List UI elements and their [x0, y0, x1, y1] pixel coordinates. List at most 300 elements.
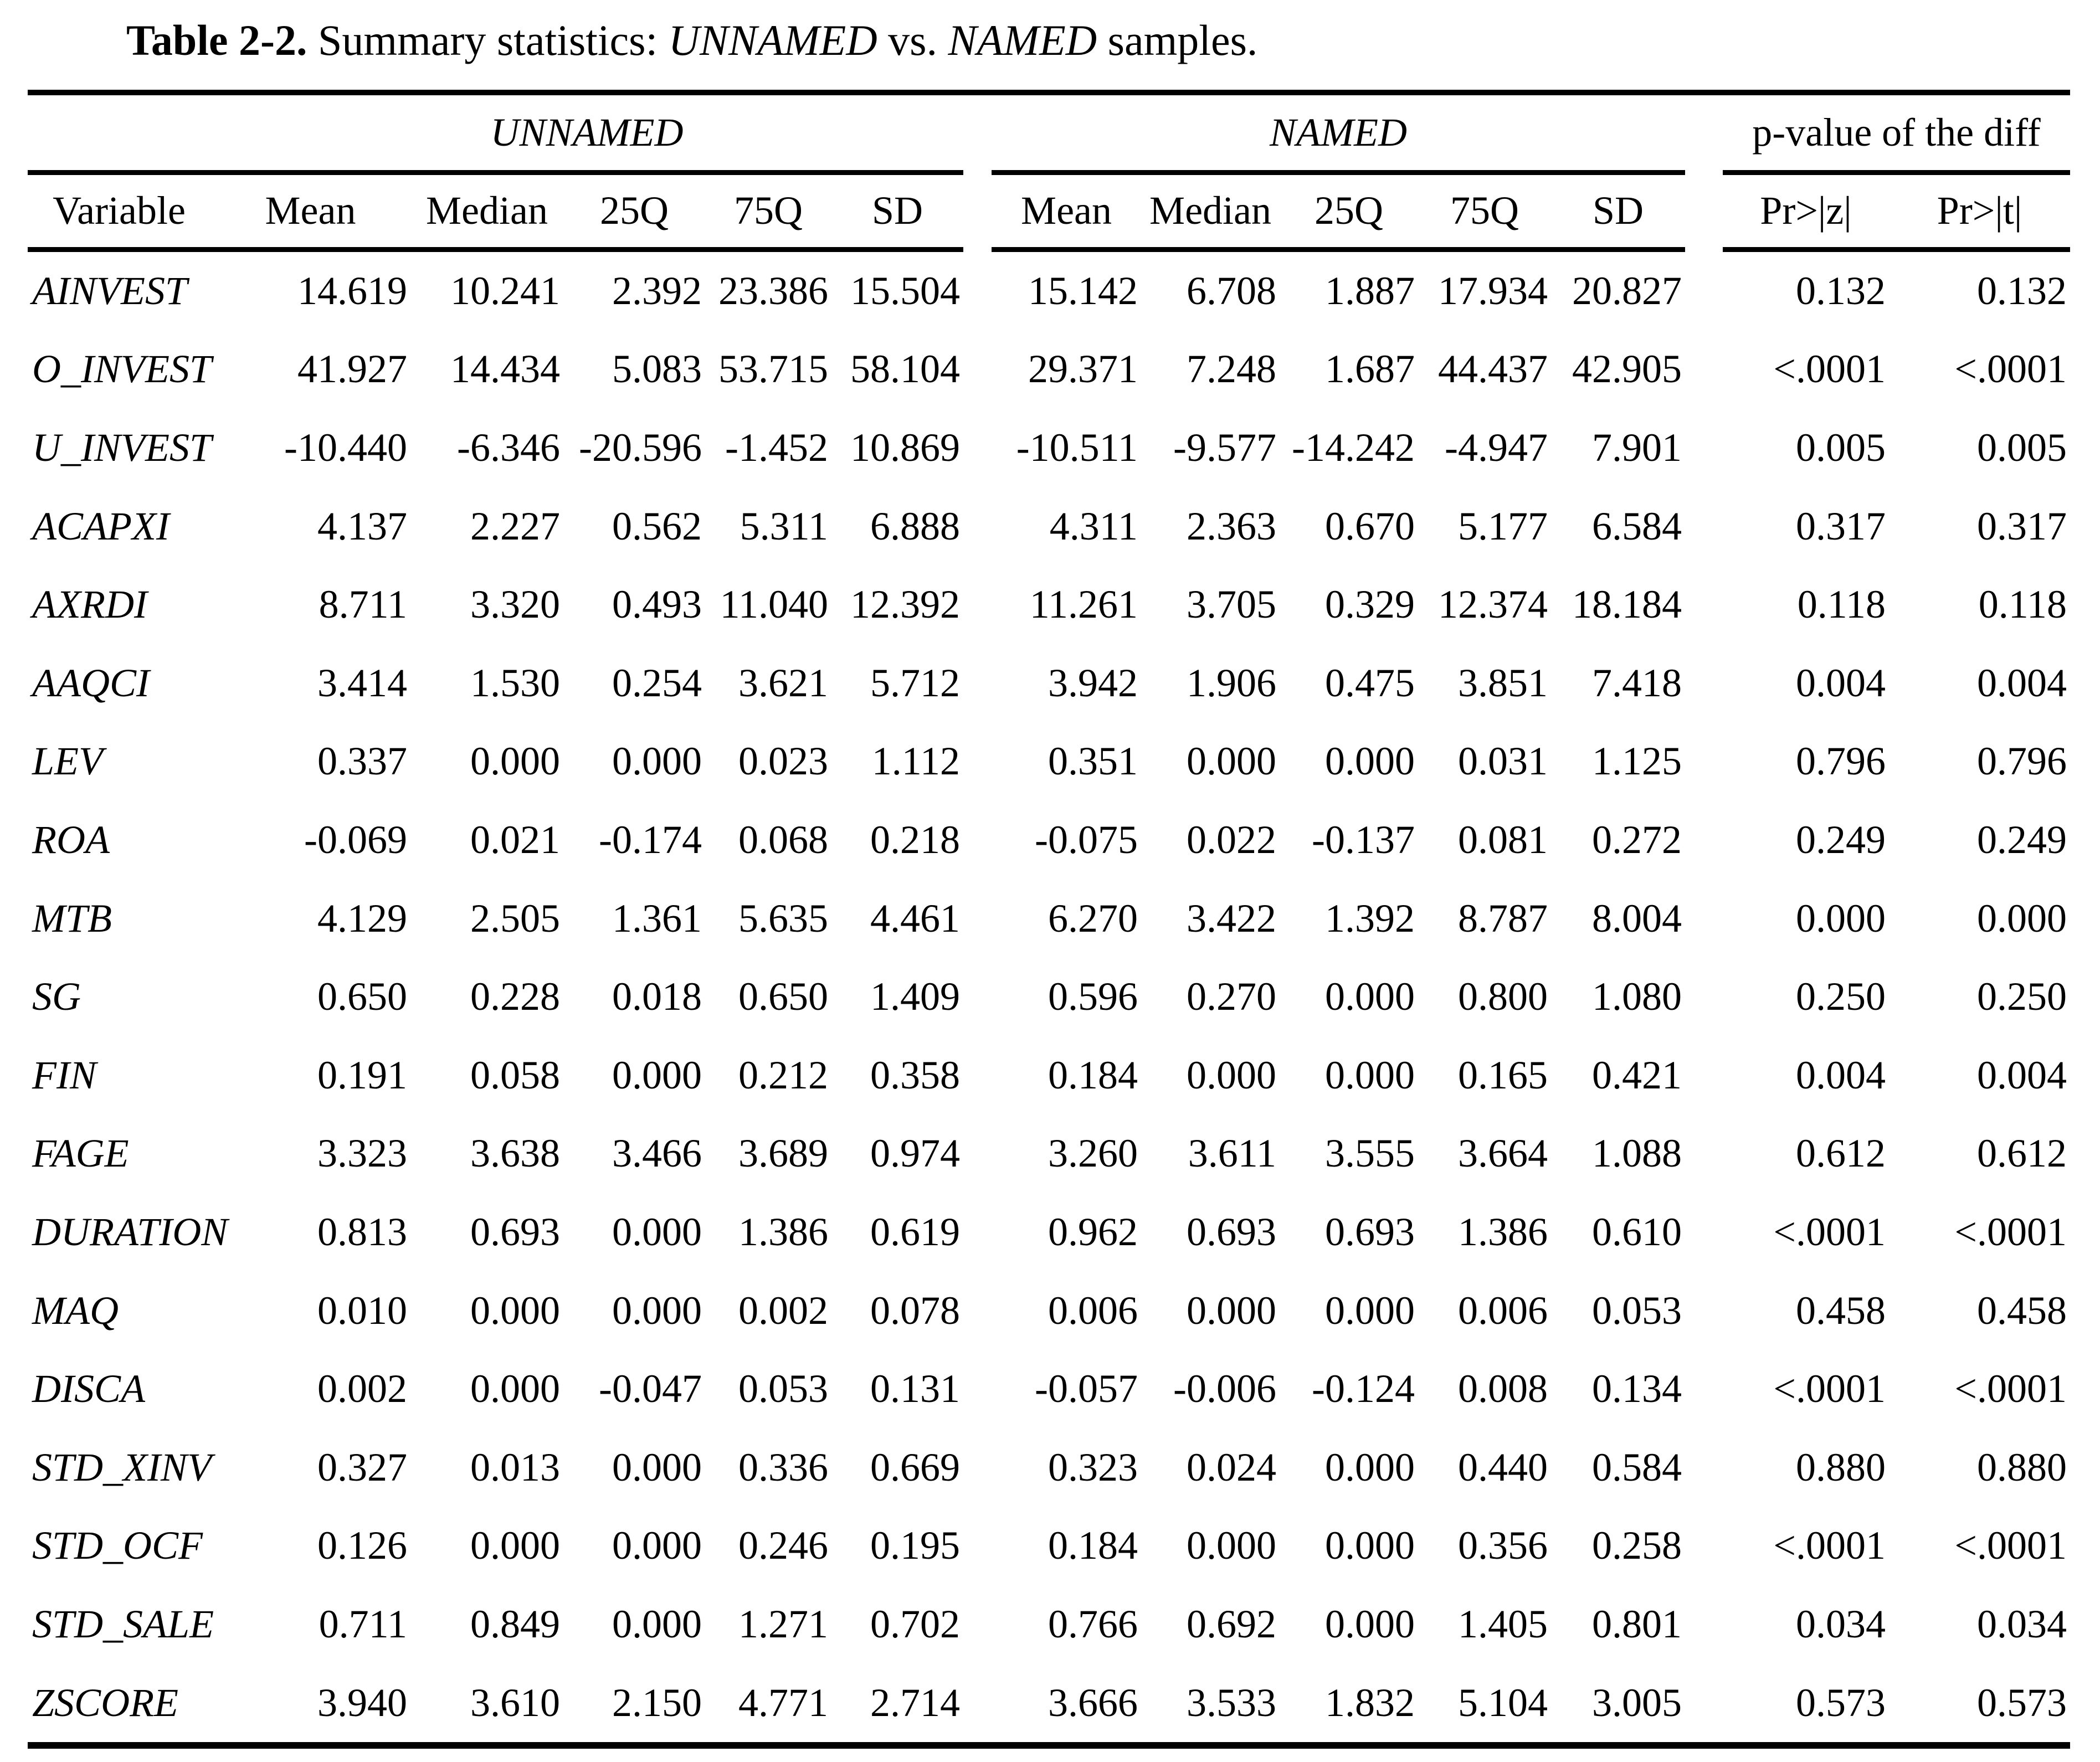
pvalue-cell: <.0001 — [1954, 1367, 2067, 1411]
named-value-cell: 0.184 — [1048, 1052, 1138, 1097]
table-body — [28, 249, 2070, 1745]
named-value-cell: 3.705 — [1187, 582, 1277, 627]
pvalue-cell: 0.796 — [1796, 739, 1886, 784]
gap-cell — [1685, 249, 1723, 330]
named-value-cell: -0.124 — [1312, 1367, 1415, 1411]
variable-cell: AAQCI — [32, 660, 150, 705]
pvalue-cell: 0.034 — [1977, 1601, 2067, 1646]
group-header-row — [28, 93, 2070, 173]
named-value-cell: 0.323 — [1048, 1445, 1138, 1489]
named-value-cell: 4.311 — [1049, 504, 1138, 548]
pvalue-cell: 0.317 — [1977, 504, 2067, 548]
unnamed-value-cell: 2.227 — [470, 504, 560, 548]
col-header-variable: Variable — [28, 172, 210, 249]
named-value-cell: 0.475 — [1325, 660, 1415, 705]
named-value-cell: 7.248 — [1187, 347, 1277, 392]
unnamed-value-cell: 3.323 — [317, 1131, 407, 1176]
unnamed-value-cell: 3.940 — [210, 1663, 410, 1745]
unnamed-value-cell: 10.241 — [450, 268, 560, 313]
named-value-cell: 0.596 — [1048, 974, 1138, 1019]
named-value-cell: 0.356 — [1458, 1523, 1548, 1568]
unnamed-value-cell: 0.000 — [612, 1601, 702, 1646]
named-value-cell: 0.670 — [1325, 504, 1415, 548]
variable-cell: ZSCORE — [28, 1663, 210, 1745]
variable-cell: ACAPXI — [32, 504, 170, 548]
unnamed-value-cell: 1.409 — [870, 974, 961, 1019]
unnamed-value-cell: 0.000 — [612, 739, 702, 784]
named-value-cell: 0.962 — [1048, 1210, 1138, 1255]
unnamed-value-cell: 15.504 — [850, 268, 961, 313]
pvalue-cell: <.0001 — [1773, 1210, 1886, 1255]
unnamed-value-cell: -6.346 — [457, 425, 560, 470]
named-value-cell: 17.934 — [1438, 268, 1548, 313]
table-row — [28, 958, 2070, 1036]
named-value-cell: -4.947 — [1445, 425, 1548, 470]
unnamed-value-cell: -20.596 — [579, 425, 702, 470]
named-value-cell: 0.800 — [1458, 974, 1548, 1019]
gap-cell — [1685, 879, 1723, 958]
gap-cell — [963, 1585, 992, 1664]
group-header-named: NAMED — [992, 93, 1685, 173]
unnamed-value-cell: -0.174 — [599, 818, 702, 862]
table-title-text-1: Summary statistics: — [307, 16, 669, 64]
variable-cell: ROA — [32, 818, 110, 862]
col-header-unnamed-75q: 75Q — [705, 172, 831, 249]
col-header-named-sd: SD — [1551, 172, 1685, 249]
pvalue-cell: <.0001 — [1954, 1210, 2067, 1255]
table-title-sample-2: NAMED — [948, 16, 1097, 64]
named-value-cell: -9.577 — [1173, 425, 1277, 470]
pvalue-cell: 0.005 — [1977, 425, 2067, 470]
col-header-pr-t: Pr>|t| — [1889, 172, 2070, 249]
gap-cell — [1685, 330, 1723, 409]
gap-cell — [963, 644, 992, 723]
table-row — [28, 1036, 2070, 1115]
unnamed-value-cell: 5.635 — [738, 896, 828, 941]
group-header-unnamed: UNNAMED — [210, 93, 963, 173]
unnamed-value-cell: 0.218 — [870, 818, 961, 862]
unnamed-value-cell: 53.715 — [718, 347, 828, 392]
named-value-cell: 8.787 — [1458, 896, 1548, 941]
table-title-text-2: vs. — [877, 16, 948, 64]
unnamed-value-cell: 0.000 — [612, 1288, 702, 1333]
table-title — [126, 14, 2100, 66]
named-value-cell: 0.031 — [1458, 739, 1548, 784]
gap-cell — [963, 1036, 992, 1115]
gap-cell — [1685, 1507, 1723, 1585]
col-header-named-25q: 25Q — [1280, 172, 1418, 249]
named-value-cell: 0.693 — [1187, 1210, 1277, 1255]
pvalue-cell: 0.132 — [1796, 268, 1886, 313]
unnamed-value-cell: 0.228 — [470, 974, 560, 1019]
named-value-cell: 0.134 — [1592, 1367, 1682, 1411]
gap-cell — [963, 1114, 992, 1193]
named-value-cell: 15.142 — [1028, 268, 1138, 313]
unnamed-value-cell: 1.112 — [871, 739, 961, 784]
gap-cell — [1685, 1429, 1723, 1507]
named-value-cell: 3.611 — [1188, 1131, 1277, 1176]
pvalue-cell: 0.250 — [1796, 974, 1886, 1019]
col-gap-2 — [1685, 172, 1723, 249]
unnamed-value-cell: 3.466 — [612, 1131, 702, 1176]
named-value-cell: 0.022 — [1187, 818, 1277, 862]
named-value-cell: 6.270 — [1048, 896, 1138, 941]
gap-cell — [963, 1271, 992, 1350]
named-value-cell: 1.405 — [1458, 1601, 1548, 1646]
variable-cell: MTB — [32, 896, 112, 941]
pvalue-cell: 0.004 — [1977, 660, 2067, 705]
table-row — [28, 801, 2070, 880]
pvalue-cell: 0.880 — [1977, 1445, 2067, 1489]
named-value-cell: 3.942 — [1048, 660, 1138, 705]
named-value-cell: 3.260 — [1048, 1131, 1138, 1176]
named-value-cell: 0.000 — [1187, 1523, 1277, 1568]
named-value-cell: 1.088 — [1592, 1131, 1682, 1176]
named-value-cell: 0.440 — [1458, 1445, 1548, 1489]
table-row — [28, 1585, 2070, 1664]
unnamed-value-cell: 5.311 — [740, 504, 828, 548]
pvalue-cell: 0.250 — [1977, 974, 2067, 1019]
pvalue-cell: 0.132 — [1977, 268, 2067, 313]
variable-cell: FAGE — [32, 1131, 129, 1176]
unnamed-value-cell: 6.888 — [870, 504, 961, 548]
variable-cell: DISCA — [32, 1367, 145, 1411]
unnamed-value-cell: 2.714 — [831, 1663, 963, 1745]
named-value-cell: 0.693 — [1325, 1210, 1415, 1255]
gap-cell — [963, 722, 992, 801]
named-value-cell: 11.261 — [1029, 582, 1138, 627]
variable-cell: LEV — [32, 739, 104, 784]
unnamed-value-cell: 0.974 — [870, 1131, 961, 1176]
named-value-cell: 1.392 — [1325, 896, 1415, 941]
named-value-cell: 0.801 — [1592, 1601, 1682, 1646]
table-row — [28, 1114, 2070, 1193]
named-value-cell: 0.610 — [1592, 1210, 1682, 1255]
named-value-cell: 3.851 — [1458, 660, 1548, 705]
named-value-cell: 3.533 — [1141, 1663, 1280, 1745]
pvalue-cell: 0.317 — [1796, 504, 1886, 548]
unnamed-value-cell: -0.047 — [599, 1367, 702, 1411]
unnamed-value-cell: 1.386 — [738, 1210, 828, 1255]
col-header-unnamed-mean: Mean — [210, 172, 410, 249]
table-row — [28, 330, 2070, 409]
gap-cell — [963, 1507, 992, 1585]
unnamed-value-cell: 0.002 — [317, 1367, 407, 1411]
named-value-cell: 3.666 — [992, 1663, 1141, 1745]
unnamed-value-cell: 0.191 — [317, 1052, 407, 1097]
unnamed-value-cell: 1.271 — [738, 1601, 828, 1646]
unnamed-value-cell: 0.000 — [470, 1367, 560, 1411]
table-row — [28, 249, 2070, 330]
unnamed-value-cell: 0.650 — [738, 974, 828, 1019]
pvalue-cell: 0.034 — [1796, 1601, 1886, 1646]
unnamed-value-cell: 5.083 — [612, 347, 702, 392]
named-value-cell: 44.437 — [1438, 347, 1548, 392]
named-value-cell: -0.137 — [1312, 818, 1415, 862]
unnamed-value-cell: 1.530 — [470, 660, 560, 705]
named-value-cell: 18.184 — [1572, 582, 1682, 627]
unnamed-value-cell: 3.320 — [470, 582, 560, 627]
named-value-cell: 0.272 — [1592, 818, 1682, 862]
unnamed-value-cell: 0.131 — [870, 1367, 961, 1411]
col-header-named-mean: Mean — [992, 172, 1141, 249]
named-value-cell: 0.000 — [1325, 974, 1415, 1019]
named-value-cell: 0.584 — [1592, 1445, 1682, 1489]
unnamed-value-cell: 14.434 — [450, 347, 560, 392]
pvalue-cell: 0.000 — [1977, 896, 2067, 941]
named-value-cell: -0.057 — [1035, 1367, 1138, 1411]
pvalue-cell: 0.249 — [1977, 818, 2067, 862]
unnamed-value-cell: 0.254 — [612, 660, 702, 705]
variable-cell: AINVEST — [32, 268, 187, 313]
table-row — [28, 1271, 2070, 1350]
named-value-cell: 6.708 — [1187, 268, 1277, 313]
gap-cell — [963, 566, 992, 644]
named-value-cell: -10.511 — [1016, 425, 1138, 470]
variable-cell: U_INVEST — [32, 425, 212, 470]
pvalue-cell: 0.004 — [1796, 660, 1886, 705]
named-value-cell: 0.000 — [1325, 1445, 1415, 1489]
unnamed-value-cell: 0.337 — [317, 739, 407, 784]
named-value-cell: 1.386 — [1458, 1210, 1548, 1255]
group-gap-1 — [963, 93, 992, 173]
gap-cell — [1685, 1585, 1723, 1664]
col-header-pr-z: Pr>|z| — [1723, 172, 1889, 249]
gap-cell — [963, 409, 992, 487]
unnamed-value-cell: 0.669 — [870, 1445, 961, 1489]
unnamed-value-cell: 0.711 — [319, 1601, 407, 1646]
unnamed-value-cell: 2.505 — [470, 896, 560, 941]
unnamed-value-cell: 0.195 — [870, 1523, 961, 1568]
named-value-cell: 0.000 — [1187, 1288, 1277, 1333]
gap-cell — [963, 249, 992, 330]
named-value-cell: 0.000 — [1325, 1052, 1415, 1097]
unnamed-value-cell: 10.869 — [850, 425, 961, 470]
named-value-cell: -0.006 — [1173, 1367, 1277, 1411]
pvalue-cell: 0.118 — [1797, 582, 1886, 627]
unnamed-value-cell: 8.711 — [319, 582, 407, 627]
named-value-cell: 0.000 — [1187, 1052, 1277, 1097]
gap-cell — [1685, 722, 1723, 801]
unnamed-value-cell: 3.610 — [410, 1663, 563, 1745]
variable-cell: SG — [32, 974, 81, 1019]
unnamed-value-cell: 0.000 — [470, 1288, 560, 1333]
unnamed-value-cell: 0.053 — [738, 1367, 828, 1411]
named-value-cell: -0.075 — [1035, 818, 1138, 862]
named-value-cell: 1.687 — [1325, 347, 1415, 392]
named-value-cell: 3.555 — [1325, 1131, 1415, 1176]
table-row — [28, 487, 2070, 566]
named-value-cell: 7.418 — [1592, 660, 1682, 705]
named-value-cell: 0.329 — [1325, 582, 1415, 627]
unnamed-value-cell: 0.068 — [738, 818, 828, 862]
unnamed-value-cell: 3.689 — [738, 1131, 828, 1176]
named-value-cell: 12.374 — [1438, 582, 1548, 627]
pvalue-cell: 0.000 — [1796, 896, 1886, 941]
unnamed-value-cell: 58.104 — [850, 347, 961, 392]
pvalue-cell: 0.880 — [1796, 1445, 1886, 1489]
table-row — [28, 1193, 2070, 1272]
unnamed-value-cell: 2.150 — [563, 1663, 705, 1745]
named-value-cell: 0.000 — [1325, 739, 1415, 784]
named-value-cell: 0.053 — [1592, 1288, 1682, 1333]
unnamed-value-cell: 0.336 — [738, 1445, 828, 1489]
named-value-cell: 3.005 — [1551, 1663, 1685, 1745]
col-header-unnamed-25q: 25Q — [563, 172, 705, 249]
col-header-named-median: Median — [1141, 172, 1280, 249]
named-value-cell: 0.270 — [1187, 974, 1277, 1019]
table-row — [28, 566, 2070, 644]
col-header-unnamed-sd: SD — [831, 172, 963, 249]
named-value-cell: 0.184 — [1048, 1523, 1138, 1568]
pvalue-cell: <.0001 — [1954, 1523, 2067, 1568]
pvalue-cell: 0.004 — [1796, 1052, 1886, 1097]
unnamed-value-cell: 0.619 — [870, 1210, 961, 1255]
named-value-cell: 1.887 — [1325, 268, 1415, 313]
pvalue-cell: 0.573 — [1723, 1663, 1889, 1745]
named-value-cell: 0.081 — [1458, 818, 1548, 862]
unnamed-value-cell: 4.461 — [870, 896, 961, 941]
named-value-cell: 8.004 — [1592, 896, 1682, 941]
gap-cell — [1685, 958, 1723, 1036]
named-value-cell: 0.766 — [1048, 1601, 1138, 1646]
unnamed-value-cell: 41.927 — [297, 347, 407, 392]
table-row — [28, 1350, 2070, 1429]
named-value-cell: 3.422 — [1187, 896, 1277, 941]
named-value-cell: 0.692 — [1187, 1601, 1277, 1646]
gap-cell — [1685, 487, 1723, 566]
named-value-cell: 29.371 — [1028, 347, 1138, 392]
unnamed-value-cell: 3.638 — [470, 1131, 560, 1176]
unnamed-value-cell: -10.440 — [284, 425, 407, 470]
table-row — [28, 1507, 2070, 1585]
table-row — [28, 409, 2070, 487]
table-row — [28, 644, 2070, 723]
unnamed-value-cell: 0.702 — [870, 1601, 961, 1646]
named-value-cell: 0.258 — [1592, 1523, 1682, 1568]
gap-cell — [963, 1429, 992, 1507]
named-value-cell: 0.006 — [1458, 1288, 1548, 1333]
gap-cell — [1685, 1193, 1723, 1272]
pvalue-cell: 0.458 — [1977, 1288, 2067, 1333]
gap-cell — [963, 487, 992, 566]
unnamed-value-cell: 4.137 — [317, 504, 407, 548]
group-header-spacer — [28, 93, 210, 173]
table-row — [28, 1663, 2070, 1745]
table-row — [28, 722, 2070, 801]
gap-cell — [963, 958, 992, 1036]
named-value-cell: 0.421 — [1592, 1052, 1682, 1097]
unnamed-value-cell: 0.493 — [612, 582, 702, 627]
pvalue-cell: 0.005 — [1796, 425, 1886, 470]
gap-cell — [1685, 566, 1723, 644]
unnamed-value-cell: 0.650 — [317, 974, 407, 1019]
unnamed-value-cell: 0.813 — [317, 1210, 407, 1255]
gap-cell — [1685, 1036, 1723, 1115]
unnamed-value-cell: 0.126 — [317, 1523, 407, 1568]
table-title-label: Table 2-2. — [126, 16, 307, 64]
unnamed-value-cell: 0.246 — [738, 1523, 828, 1568]
col-gap-1 — [963, 172, 992, 249]
unnamed-value-cell: 0.010 — [317, 1288, 407, 1333]
unnamed-value-cell: 0.562 — [612, 504, 702, 548]
pvalue-cell: 0.573 — [1889, 1663, 2070, 1745]
named-value-cell: 0.165 — [1458, 1052, 1548, 1097]
named-value-cell: 6.584 — [1592, 504, 1682, 548]
variable-cell: AXRDI — [32, 582, 147, 627]
unnamed-value-cell: 0.000 — [612, 1523, 702, 1568]
named-value-cell: 7.901 — [1592, 425, 1682, 470]
unnamed-value-cell: 11.040 — [720, 582, 828, 627]
named-value-cell: 5.177 — [1458, 504, 1548, 548]
unnamed-value-cell: 0.058 — [470, 1052, 560, 1097]
named-value-cell: 1.832 — [1280, 1663, 1418, 1745]
unnamed-value-cell: 0.078 — [870, 1288, 961, 1333]
summary-statistics-table — [28, 90, 2070, 1749]
unnamed-value-cell: 0.000 — [470, 739, 560, 784]
unnamed-value-cell: 0.000 — [612, 1210, 702, 1255]
named-value-cell: 20.827 — [1572, 268, 1682, 313]
named-value-cell: 5.104 — [1418, 1663, 1551, 1745]
unnamed-value-cell: 0.002 — [738, 1288, 828, 1333]
named-value-cell: 0.000 — [1325, 1523, 1415, 1568]
gap-cell — [963, 1193, 992, 1272]
unnamed-value-cell: 0.023 — [738, 739, 828, 784]
pvalue-cell: 0.612 — [1977, 1131, 2067, 1176]
named-value-cell: 0.000 — [1325, 1601, 1415, 1646]
variable-cell: MAQ — [32, 1288, 119, 1333]
named-value-cell: -14.242 — [1292, 425, 1415, 470]
unnamed-value-cell: 14.619 — [297, 268, 407, 313]
unnamed-value-cell: 12.392 — [850, 582, 961, 627]
variable-cell: DURATION — [32, 1210, 228, 1255]
pvalue-cell: 0.458 — [1796, 1288, 1886, 1333]
pvalue-cell: <.0001 — [1773, 1367, 1886, 1411]
table-row — [28, 879, 2070, 958]
unnamed-value-cell: 0.000 — [612, 1445, 702, 1489]
unnamed-value-cell: 0.021 — [470, 818, 560, 862]
gap-cell — [1685, 1350, 1723, 1429]
unnamed-value-cell: -1.452 — [725, 425, 828, 470]
unnamed-value-cell: 0.000 — [612, 1052, 702, 1097]
pvalue-cell: <.0001 — [1773, 1523, 1886, 1568]
gap-cell — [1685, 1663, 1723, 1745]
named-value-cell: 1.125 — [1592, 739, 1682, 784]
pvalue-cell: <.0001 — [1954, 347, 2067, 392]
unnamed-value-cell: 0.212 — [738, 1052, 828, 1097]
named-value-cell: 2.363 — [1187, 504, 1277, 548]
group-gap-2 — [1685, 93, 1723, 173]
named-value-cell: 0.024 — [1187, 1445, 1277, 1489]
gap-cell — [1685, 644, 1723, 723]
pvalue-cell: 0.796 — [1977, 739, 2067, 784]
unnamed-value-cell: 0.013 — [470, 1445, 560, 1489]
gap-cell — [963, 801, 992, 880]
variable-cell: STD_XINV — [32, 1445, 212, 1489]
unnamed-value-cell: 1.361 — [612, 896, 702, 941]
table-row — [28, 1429, 2070, 1507]
table-title-text-3: samples. — [1097, 16, 1258, 64]
named-value-cell: 0.006 — [1048, 1288, 1138, 1333]
pvalue-cell: 0.612 — [1796, 1131, 1886, 1176]
gap-cell — [963, 1663, 992, 1745]
unnamed-value-cell: 3.621 — [738, 660, 828, 705]
named-value-cell: 0.008 — [1458, 1367, 1548, 1411]
variable-cell: STD_OCF — [32, 1523, 203, 1568]
gap-cell — [1685, 1114, 1723, 1193]
unnamed-value-cell: 0.358 — [870, 1052, 961, 1097]
gap-cell — [1685, 801, 1723, 880]
